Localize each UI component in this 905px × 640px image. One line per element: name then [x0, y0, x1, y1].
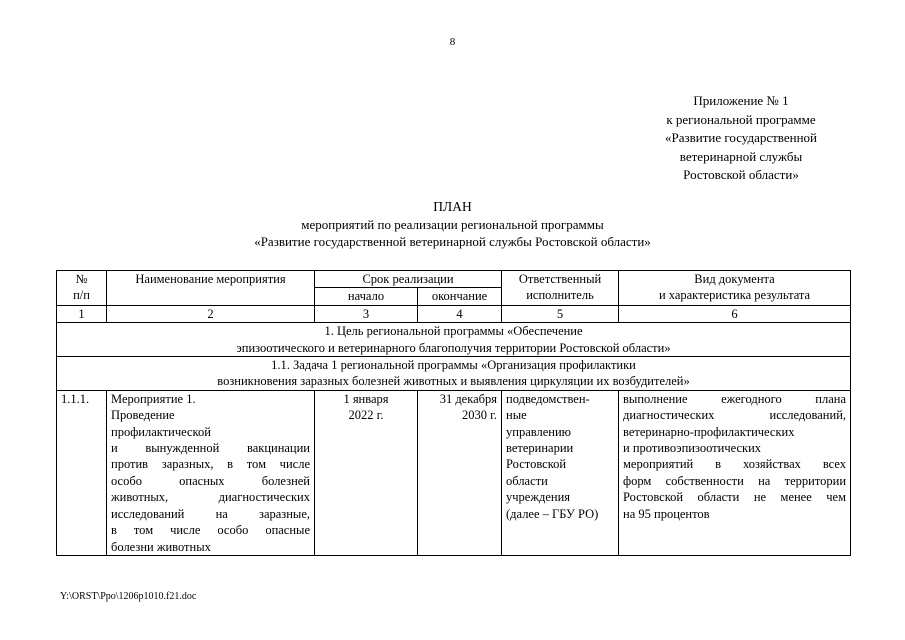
- row-name: Мероприятие 1. Проведение профилактической и вынужденной вакцинации против заразных, в том числе особо опасных болезней животных, диагностических исследований на заразные, в том числе особо опасные болезни животных: [107, 390, 315, 555]
- header-end: окончание: [418, 288, 502, 305]
- file-path-footer: Y:\ORST\Ppo\1206p1010.f21.doc: [60, 591, 197, 602]
- appendix-line: «Развитие государственной: [664, 130, 818, 145]
- appendix-line: Приложение № 1: [693, 93, 789, 108]
- column-number: 1: [57, 305, 107, 322]
- table-row: [57, 390, 851, 555]
- plan-title: ПЛАН: [433, 199, 472, 214]
- appendix-line: ветеринарной службы: [679, 148, 803, 164]
- row-executor: подведомствен- ные управлению ветеринарии Ростовской области учреждения (далее – ГБУ РО): [502, 390, 619, 555]
- column-number-row: [57, 305, 851, 322]
- plan-table: [56, 270, 851, 556]
- row-number: 1.1.1.: [57, 390, 107, 555]
- header-executor: Ответственный исполнитель: [502, 271, 619, 306]
- header-document: Вид документа и характеристика результата: [619, 271, 851, 306]
- row-end-date: 31 декабря 2030 г.: [418, 390, 502, 555]
- row-result: выполнение ежегодного плана диагностических исследований, ветеринарно-профилактических и противоэпизоотических мероприятий в хозяйствах всех форм собственности на территории Ростовской области не менее чем на 95 процентов: [619, 390, 851, 555]
- header-num: № п/п: [57, 271, 107, 306]
- task-row: [57, 357, 851, 391]
- column-number: 3: [315, 305, 418, 322]
- column-number: 4: [418, 305, 502, 322]
- plan-subtitle: [0, 216, 905, 250]
- subtitle-line: «Развитие государственной ветеринарной службы Ростовской области»: [254, 234, 651, 249]
- appendix-line: Ростовской области»: [683, 167, 799, 182]
- goal-row: [57, 323, 851, 357]
- appendix-block: [600, 92, 882, 185]
- header-period: Срок реализации: [315, 271, 502, 288]
- column-number: 2: [107, 305, 315, 322]
- page-number: 8: [449, 36, 456, 48]
- column-number: 5: [502, 305, 619, 322]
- column-number: 6: [619, 305, 851, 322]
- header-start: начало: [315, 288, 418, 305]
- subtitle-line: мероприятий по реализации региональной программы: [301, 217, 604, 232]
- header-name: Наименование мероприятия: [107, 271, 315, 306]
- goal-cell: 1. Цель региональной программы «Обеспечение эпизоотического и ветеринарного благополучия территории Ростовской области»: [57, 323, 851, 357]
- task-cell: 1.1. Задача 1 региональной программы «Организация профилактики возникновения заразных болезней животных и выявления циркуляции их возбудителей»: [57, 357, 851, 391]
- header-row: [57, 271, 851, 288]
- row-start-date: 1 января 2022 г.: [315, 390, 418, 555]
- appendix-line: к региональной программе: [666, 111, 816, 127]
